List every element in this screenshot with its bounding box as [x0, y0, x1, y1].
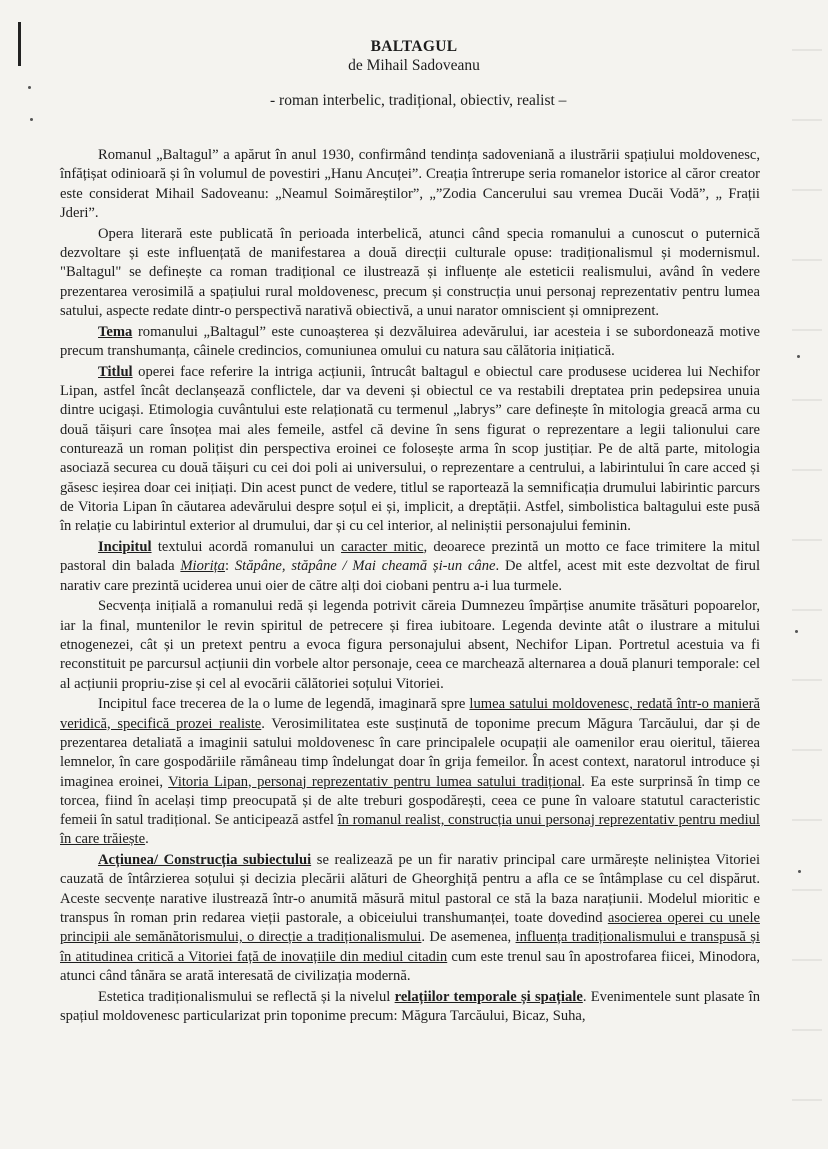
- text-run: relațiilor temporale și spațiale: [394, 988, 583, 1005]
- text-run: Incipitul face trecerea de la o lume de legendă, imaginară spre: [98, 696, 470, 713]
- paragraph: [60, 988, 760, 1027]
- document-body: [60, 146, 760, 1028]
- text-run: Opera literară este publicată în perioada interbelică, atunci când specia romanului a cunoscut o puternică dezvoltare și este influențată de manifestarea a două direcții culturale opuse: tradiționalismul și modernismul. "Baltagul" se definește ca roman tradițional ce ilustrează și influențe ale esteticii realismului, având în vedere prezentarea verosimilă a spațiului rural moldovenesc, precum și construcția unui personaj reprezentativ pentru lumea satului, aspecte redate dintr-o perspectivă narativă obiectivă, a unui narator omniscient și omniprezent.: [60, 225, 760, 319]
- text-run: cum este trenul sau în apostrofarea fiicei, Minodora, atunci când tânăra se arată interesată de civilizația modernă.: [60, 948, 761, 984]
- paragraph: [60, 363, 760, 537]
- scan-speck: [30, 118, 33, 121]
- paragraph: [60, 225, 760, 321]
- paragraph: [60, 146, 760, 223]
- text-run: se realizează pe un fir narativ principal care urmărește neliniștea Vitoriei cauzată de întârzierea soțului și decizia plecării alături de Gheorghiță pentru a afla ce se întâmplase cu cel dispărut. Aceste secvențe narative ilustrează într-o anumită măsură mitul pastoral ce stă la baza narațiunii. Modelul mioritic e transpus în roman prin redarea vieții pastorale, a obiceiului transhumanței, toate dovedind: [60, 852, 760, 927]
- text-run: . Evenimentele sunt plasate în spațiul moldovenesc particularizat prin toponime precum: Măgura Tarcăului, Bicaz, Suha,: [60, 988, 760, 1025]
- document-title: BALTAGUL: [370, 38, 458, 55]
- scan-speck: [795, 630, 798, 633]
- text-run: asocierea operei cu unele principii ale semănătorismului, o direcție a tradiționalismului: [60, 910, 760, 946]
- text-run: Miorița: [180, 558, 225, 575]
- text-run: influența tradiționalismului e transpusă și în atitudinea critică a Vitoriei față de inovațiile din mediul citadin: [60, 929, 760, 965]
- document-subtitle: - roman interbelic, tradițional, obiectiv, realist –: [270, 92, 567, 109]
- text-run: .: [145, 831, 149, 848]
- text-run: caracter mitic: [341, 538, 424, 555]
- scan-speck: [797, 355, 800, 358]
- text-run: . De altfel, acest mit este dezvoltat de firul narativ care prezintă uciderea unui oier de către alți doi ciobani pentru a-i lua turmele.: [60, 558, 760, 594]
- paragraph: [60, 695, 760, 849]
- paragraph: [60, 323, 760, 362]
- text-run: :: [224, 558, 235, 575]
- document-author: de Mihail Sadoveanu: [348, 57, 480, 74]
- paragraph: [60, 538, 760, 596]
- text-run: în romanul realist, construcția unui personaj reprezentativ pentru mediul în care trăiește: [60, 812, 760, 848]
- text-run: Acțiunea/ Construcția subiectului: [98, 852, 312, 869]
- paragraph: [60, 597, 760, 693]
- text-run: lumea satului moldovenesc, redată într-o manieră veridică, specifică prozei realiste: [60, 696, 760, 732]
- text-run: textului acordă romanului un: [151, 538, 342, 555]
- paragraph: [60, 851, 760, 986]
- text-run: . Ea este surprinsă în timp ce torcea, fiind în același timp preocupată și de alte treburi gospodărești, ceea ce pune în valoare statutul caracteristic femeii în satul tradițional. Se anticipează astfel: [60, 773, 761, 829]
- text-run: Tema: [98, 323, 133, 340]
- scan-speck: [28, 86, 31, 89]
- scan-edge-noise: [792, 15, 822, 1135]
- text-run: operei face referire la intriga acțiunii, întrucât baltagul e obiectul care produsese uciderea lui Nechifor Lipan, astfel încât declanșează conflictele, dar va deveni și obiectul ce va restabili dreptatea prin pedepsirea unuia dintre ucigași. Etimologia cuvântului este relaționată cu termenul „labrys” care definește în mitologia greacă arma cu două tăișuri care însoțea mai ales femeile, astfel că devine în sens figurat o reprezentare a legii talionului care conturează un roman polițist din perspectiva eroinei ce folosește arma în scop justițiar. Pe de altă parte, mitologia asociază securea cu două tăișuri cu cei doi poli ai universului, o reprezentare a centrului, a labirintului în care acced și găsesc ieșirea doar cei inițiați. Din acest punct de vedere, titlul se raportează la semnificația drumului labirintic parcurs de Vitoria Lipan în căutarea adevărului despre soțul ei și, implicit, a dreptății. Astfel, simbolistica baltagului este pusă în relație cu labirintul exterior al drumului, dar și cu cel interior, al neliniștii personajului feminin.: [60, 363, 760, 535]
- text-run: romanului „Baltagul” este cunoașterea și dezvăluirea adevărului, iar acesteia i se subordonează motive precum transhumanța, câinele credincios, comuniunea omului cu natura sau călătoria inițiatică.: [60, 323, 760, 359]
- text-run: Vitoria Lipan, personaj reprezentativ pentru lumea satului tradițional: [168, 773, 582, 790]
- text-run: . De asemenea,: [421, 929, 516, 946]
- text-run: . Verosimilitatea este susținută de toponime precum Măgura Tarcăului, dar și de prezentarea detaliată a imaginii satului moldovenesc în care principalele ocupații ale oamenilor erau oieritul, tăierea lemnelor, în care gospodăriile rămâneau timp îndelungat doar în grija femeilor. În acest context, naratorul introduce și imaginea eroinei,: [60, 715, 761, 790]
- text-run: Secvența inițială a romanului redă și legenda potrivit căreia Dumnezeu împărțise anumite trăsături popoarelor, iar la final, muntenilor le revin spiritul de petrecere și firea iubitoare. Legenda devinte atât o ilustrare a mitului etnogenezei, cât și un pretext pentru a evoca figura personajului absent, Nechifor Lipan. Portretul acestuia va fi reconstituit pe parcursul acțiunii din vorbele altor personaje, ceea ce marchează alternarea a două planuri temporale: cel al acțiunii propriu-zise și cel al evocării călătoriei soțului Vitoriei.: [60, 598, 760, 692]
- text-run: Estetica tradiționalismului se reflectă și la nivelul: [98, 988, 395, 1005]
- text-run: Incipitul: [98, 538, 152, 555]
- text-run: Titlul: [98, 363, 133, 380]
- scan-speck: [798, 870, 801, 873]
- text-run: , deoarece prezintă un motto ce face trimitere la mitul pastoral din balada: [60, 538, 761, 575]
- text-run: Stăpâne, stăpâne / Mai cheamă și-un câne: [234, 558, 496, 575]
- text-run: Romanul „Baltagul” a apărut în anul 1930, confirmând tendința sadoveniană a ilustrării spațiului moldovenesc, înfățișat odinioară și în volumul de povestiri „Hanu Ancuței”. Creația întrerupe seria romanelor istorice al căror creator este considerat Mihail Sadoveanu: „Neamul Soimăreștilor”, „”Zodia Cancerului sau vremea Ducăi Vodă”, „ Frații Jderi”.: [60, 147, 760, 221]
